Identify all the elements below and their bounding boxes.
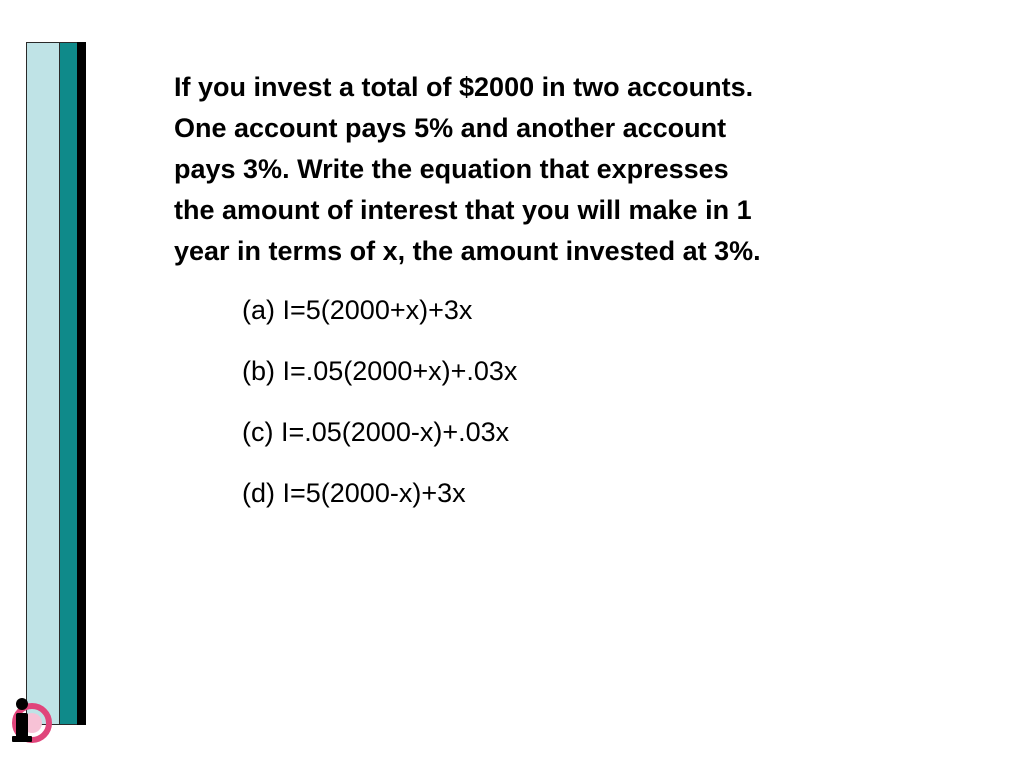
option-a: (a) I=5(2000+x)+3x [242,295,473,325]
question-text: If you invest a total of $2000 in two accounts. One account pays 5% and another account pays 3%. Write the equation that expresses the amount of interest that you will make in 1 year in terms of x, the amount invested at 3%. [174,72,761,266]
option-c: (c) I=.05(2000-x)+.03x [242,417,510,447]
option-d: (d) I=5(2000-x)+3x [242,478,466,508]
left-stripe-teal [60,42,77,725]
answer-options [242,290,517,534]
left-stripe-black [77,42,86,725]
option-b: (b) I=.05(2000+x)+.03x [242,356,518,386]
info-logo-icon [4,694,54,746]
left-stripe-light [26,42,60,725]
